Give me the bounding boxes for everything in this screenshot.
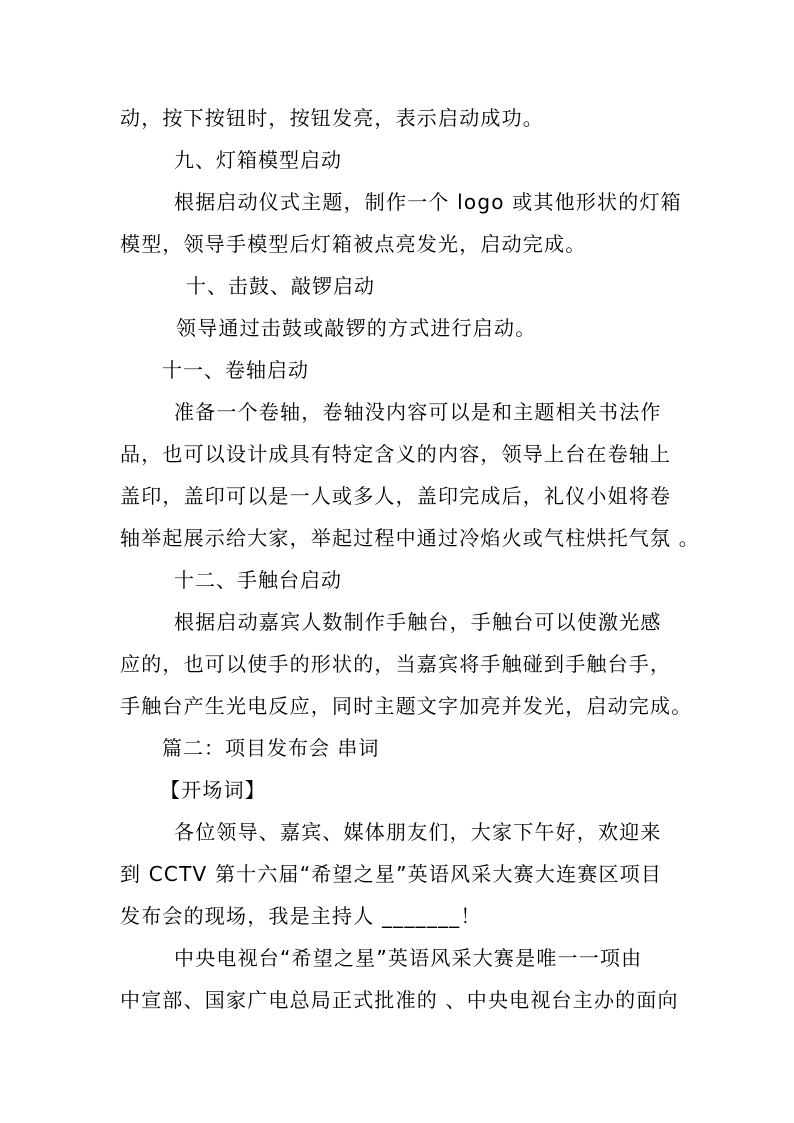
text-line: 中央电视台“希望之星”英语风采大赛是唯一一项由: [174, 946, 643, 970]
section-heading: 篇二：项目发布会 串词: [162, 736, 380, 760]
section-heading: 九、灯箱模型启动: [174, 148, 342, 172]
section-heading: 十一、卷轴启动: [162, 358, 309, 382]
text-line: 品，也可以设计成具有特定含义的内容，领导上台在卷轴上: [120, 442, 672, 466]
text-line: 模型，领导手模型后灯箱被点亮发光，启动完成。: [120, 232, 587, 256]
text-line: 根据启动嘉宾人数制作手触台，手触台可以使激光感: [174, 610, 662, 634]
text-line: 准备一个卷轴，卷轴没内容可以是和主题相关书法作: [174, 400, 662, 424]
text-line: 手触台产生光电反应，同时主题文字加亮并发光，启动完成。: [120, 694, 693, 718]
text-line: 发布会的现场，我是主持人 _______！: [120, 904, 482, 928]
text-line: 根据启动仪式主题，制作一个 logo 或其他形状的灯箱: [174, 190, 682, 214]
text-line: 轴举起展示给大家，举起过程中通过冷焰火或气柱烘托气氛 。: [120, 526, 700, 550]
text-line: 动，按下按钮时，按钮发亮，表示启动成功。: [120, 106, 544, 130]
text-line: 应的，也可以使手的形状的，当嘉宾将手触碰到手触台手，: [120, 652, 672, 676]
section-heading: 十、击鼓、敲锣启动: [186, 274, 375, 298]
text-line: 盖印，盖印可以是一人或多人，盖印完成后，礼仪小姐将卷: [120, 484, 672, 508]
text-line: 领导通过击鼓或敲锣的方式进行启动。: [176, 316, 537, 340]
text-line: 到 CCTV 第十六届“希望之星”英语风采大赛大连赛区项目: [120, 862, 663, 886]
opening-title: 【开场词】: [160, 778, 266, 802]
text-line: 中宣部、国家广电总局正式批准的 、中央电视台主办的面向: [120, 988, 679, 1012]
text-line: 各位领导、嘉宾、媒体朋友们，大家下午好，欢迎来: [174, 820, 662, 844]
section-heading: 十二、手触台启动: [174, 568, 342, 592]
